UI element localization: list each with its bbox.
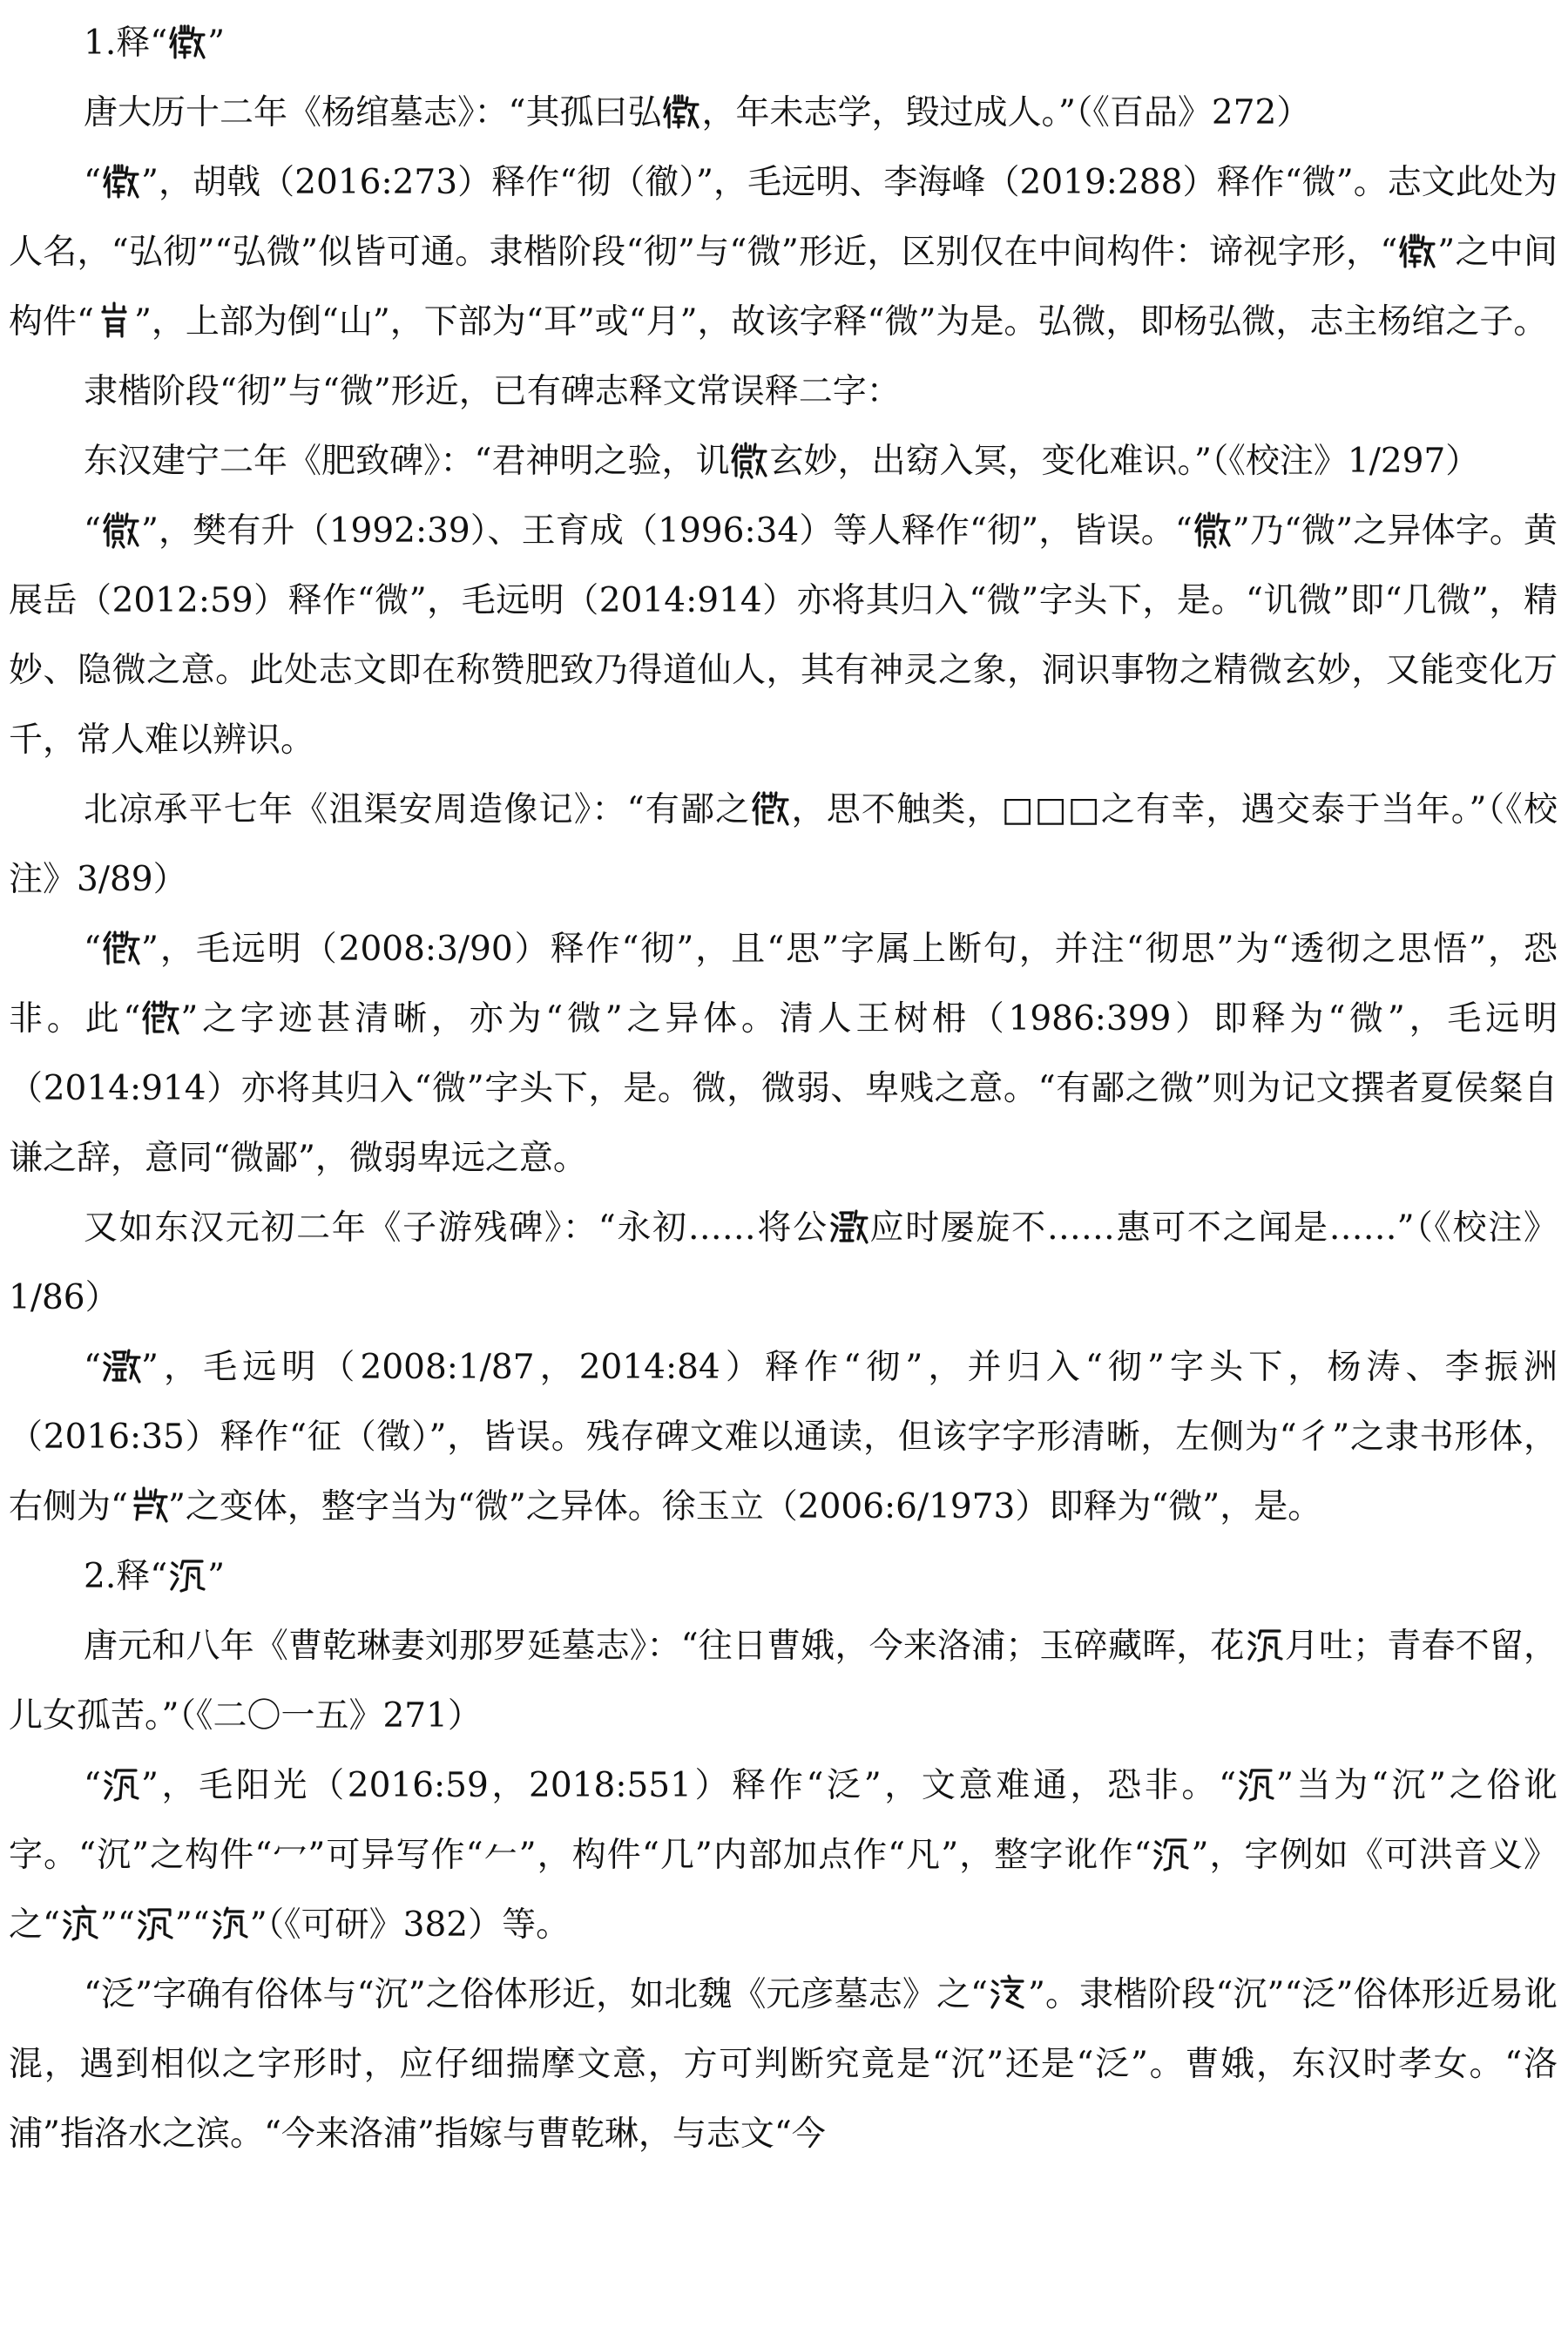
text-run: ，思不触类，□□□之有幸，遇交泰于当年。”（《校注》3/89）	[9, 790, 1558, 899]
body-paragraph	[9, 1751, 1558, 1960]
text-run: ”，上部为倒“山”，下部为“耳”或“月”，故该字释“微”为是。弘微，即杨弘微，志主杨绾之子。	[133, 302, 1548, 342]
body-paragraph	[9, 1960, 1558, 2169]
character-glyph-image	[750, 788, 790, 828]
character-glyph-image	[1193, 509, 1233, 549]
text-run: 1.释“	[84, 24, 168, 63]
character-glyph-image	[101, 927, 141, 967]
text-run: ”，字例如《可洪音义》之“	[9, 1836, 1558, 1945]
text-run: 月吐；青春不留，儿女孤苦。”（《二〇一五》271）	[9, 1627, 1558, 1736]
character-glyph-image	[661, 91, 701, 131]
text-run: 东汉建宁二年《肥致碑》：“君神明之验，讥	[84, 442, 730, 481]
text-run: ”。隶楷阶段“沉”“泛”俗体形近易讹混，遇到相似之字形时，应仔细揣摩文意，方可判断究竟是“沉”还是“泛”。曹娥，东汉时孝女。“洛浦”指洛水之滨。“今来洛浦”指嫁与曹乾琳，与志文“今	[9, 1975, 1558, 2154]
character-glyph-image	[729, 439, 769, 479]
text-run: ”，胡戟（2016:273）释作“彻（徹）”，毛远明、李海峰（2019:288）释作“微”。志文此处为人名，“弘彻”“弘微”似皆可通。隶楷阶段“彻”与“微”形近，区别仅在中间构件：谛视字形，“	[9, 163, 1558, 272]
text-run: ”，毛远明（2008:3/90）释作“彻”，且“思”字属上断句，并注“彻思”为“透彻之思悟”，恐非。此“	[9, 930, 1558, 1039]
body-paragraph	[9, 357, 1558, 427]
body-paragraph	[9, 78, 1558, 148]
text-run: 隶楷阶段“彻”与“微”形近，已有碑志释文常误释二字：	[84, 372, 901, 411]
character-glyph-image	[135, 1903, 175, 1943]
text-run: ”乃“微”之异体字。黄展岳（2012:59）释作“微”，毛远明（2014:914）亦将其归入“微”字头下，是。“讥微”即“几微”，精妙、隐微之意。此处志文即在称赞肥致乃得道仙人，其有神灵之象，洞识事物之精微玄妙，又能变化万千，常人难以辨识。	[9, 511, 1558, 760]
body-paragraph	[9, 1333, 1558, 1542]
character-glyph-image	[60, 1903, 100, 1943]
body-paragraph	[9, 1194, 1558, 1333]
character-glyph-image	[1245, 1624, 1285, 1664]
character-glyph-image	[101, 509, 141, 549]
character-glyph-image	[1151, 1833, 1191, 1873]
text-run: ”，樊有升（1992:39）、王育成（1996:34）等人释作“彻”，皆误。“	[140, 511, 1193, 551]
text-run: 北凉承平七年《沮渠安周造像记》：“有鄙之	[84, 790, 751, 829]
character-glyph-image	[94, 300, 134, 340]
text-run: ”“	[99, 1905, 135, 1945]
text-run: ”，毛远明（2008:1/87，2014:84）释作“彻”，并归入“彻”字头下，杨涛、李振洲（2016:35）释作“征（徵）”，皆误。残存碑文难以通读，但该字字形清晰，左侧为“彳”之隶书形体，右侧为“	[9, 1348, 1558, 1526]
text-run: ”	[207, 1557, 226, 1596]
character-glyph-image	[101, 1345, 141, 1385]
character-glyph-image	[128, 1485, 168, 1525]
text-run: “	[84, 1766, 101, 1805]
text-run: 唐元和八年《曹乾琳妻刘那罗延墓志》：“往日曹娥，今来洛浦；玉碎藏晖，花	[84, 1627, 1245, 1666]
text-run: ”“	[174, 1905, 210, 1945]
body-paragraph	[9, 775, 1558, 915]
body-paragraph	[9, 915, 1558, 1194]
text-run: “	[84, 163, 101, 202]
body-paragraph	[9, 148, 1558, 357]
text-run: “	[84, 511, 101, 551]
text-run: 唐大历十二年《杨绾墓志》：“其孤曰弘	[84, 93, 662, 132]
character-glyph-image	[1236, 1763, 1276, 1804]
body-paragraph	[9, 497, 1558, 775]
character-glyph-image	[167, 1554, 207, 1594]
character-glyph-image	[988, 1973, 1028, 2013]
text-run: “泛”字确有俗体与“沉”之俗体形近，如北魏《元彦墓志》之“	[84, 1975, 988, 2014]
character-glyph-image	[101, 1763, 141, 1804]
text-run: “	[84, 1348, 101, 1387]
body-paragraph	[9, 1612, 1558, 1751]
text-run: ”，毛阳光（2016:59，2018:551）释作“泛”，文意难通，恐非。“	[140, 1766, 1237, 1805]
character-glyph-image	[140, 997, 180, 1037]
text-run: 应时屡旋不……惠可不之闻是……”（《校注》1/86）	[9, 1208, 1558, 1317]
character-glyph-image	[828, 1206, 868, 1246]
text-run: ”当为“沉”之俗讹字。“沉”之构件“冖”可异写作“𠂉”，构件“几”内部加点作“凡”，整字讹作“	[9, 1766, 1558, 1875]
character-glyph-image	[1397, 230, 1437, 270]
text-run: ”之变体，整字当为“微”之异体。徐玉立（2006:6/1973）即释为“微”，是。	[167, 1487, 1322, 1526]
text-run: ”（《可研》382）等。	[249, 1905, 571, 1945]
text-run: 2.释“	[84, 1557, 168, 1596]
text-run: 又如东汉元初二年《子游残碑》：“永初……将公	[84, 1208, 828, 1248]
text-run: ”	[207, 24, 226, 63]
document-body	[9, 9, 1558, 2169]
text-run: ”之字迹甚清晰，亦为“微”之异体。清人王树枏（1986:399）即释为“微”，毛远明（2014:914）亦将其归入“微”字头下，是。微，微弱、卑贱之意。“有鄙之微”则为记文撰者夏侯粲自谦之辞，意同“微鄙”，微弱卑远之意。	[9, 999, 1558, 1178]
character-glyph-image	[101, 160, 141, 200]
character-glyph-image	[210, 1903, 250, 1943]
text-run: ”之中间构件“	[9, 233, 1558, 342]
section-heading	[9, 1542, 1558, 1612]
character-glyph-image	[167, 21, 207, 61]
body-paragraph	[9, 427, 1558, 497]
text-run: “	[84, 930, 101, 969]
text-run: 玄妙，出窈入冥，变化难识。”（《校注》1/297）	[769, 442, 1480, 481]
section-heading	[9, 9, 1558, 78]
text-run: ，年未志学，毁过成人。”（《百品》272）	[701, 93, 1311, 132]
